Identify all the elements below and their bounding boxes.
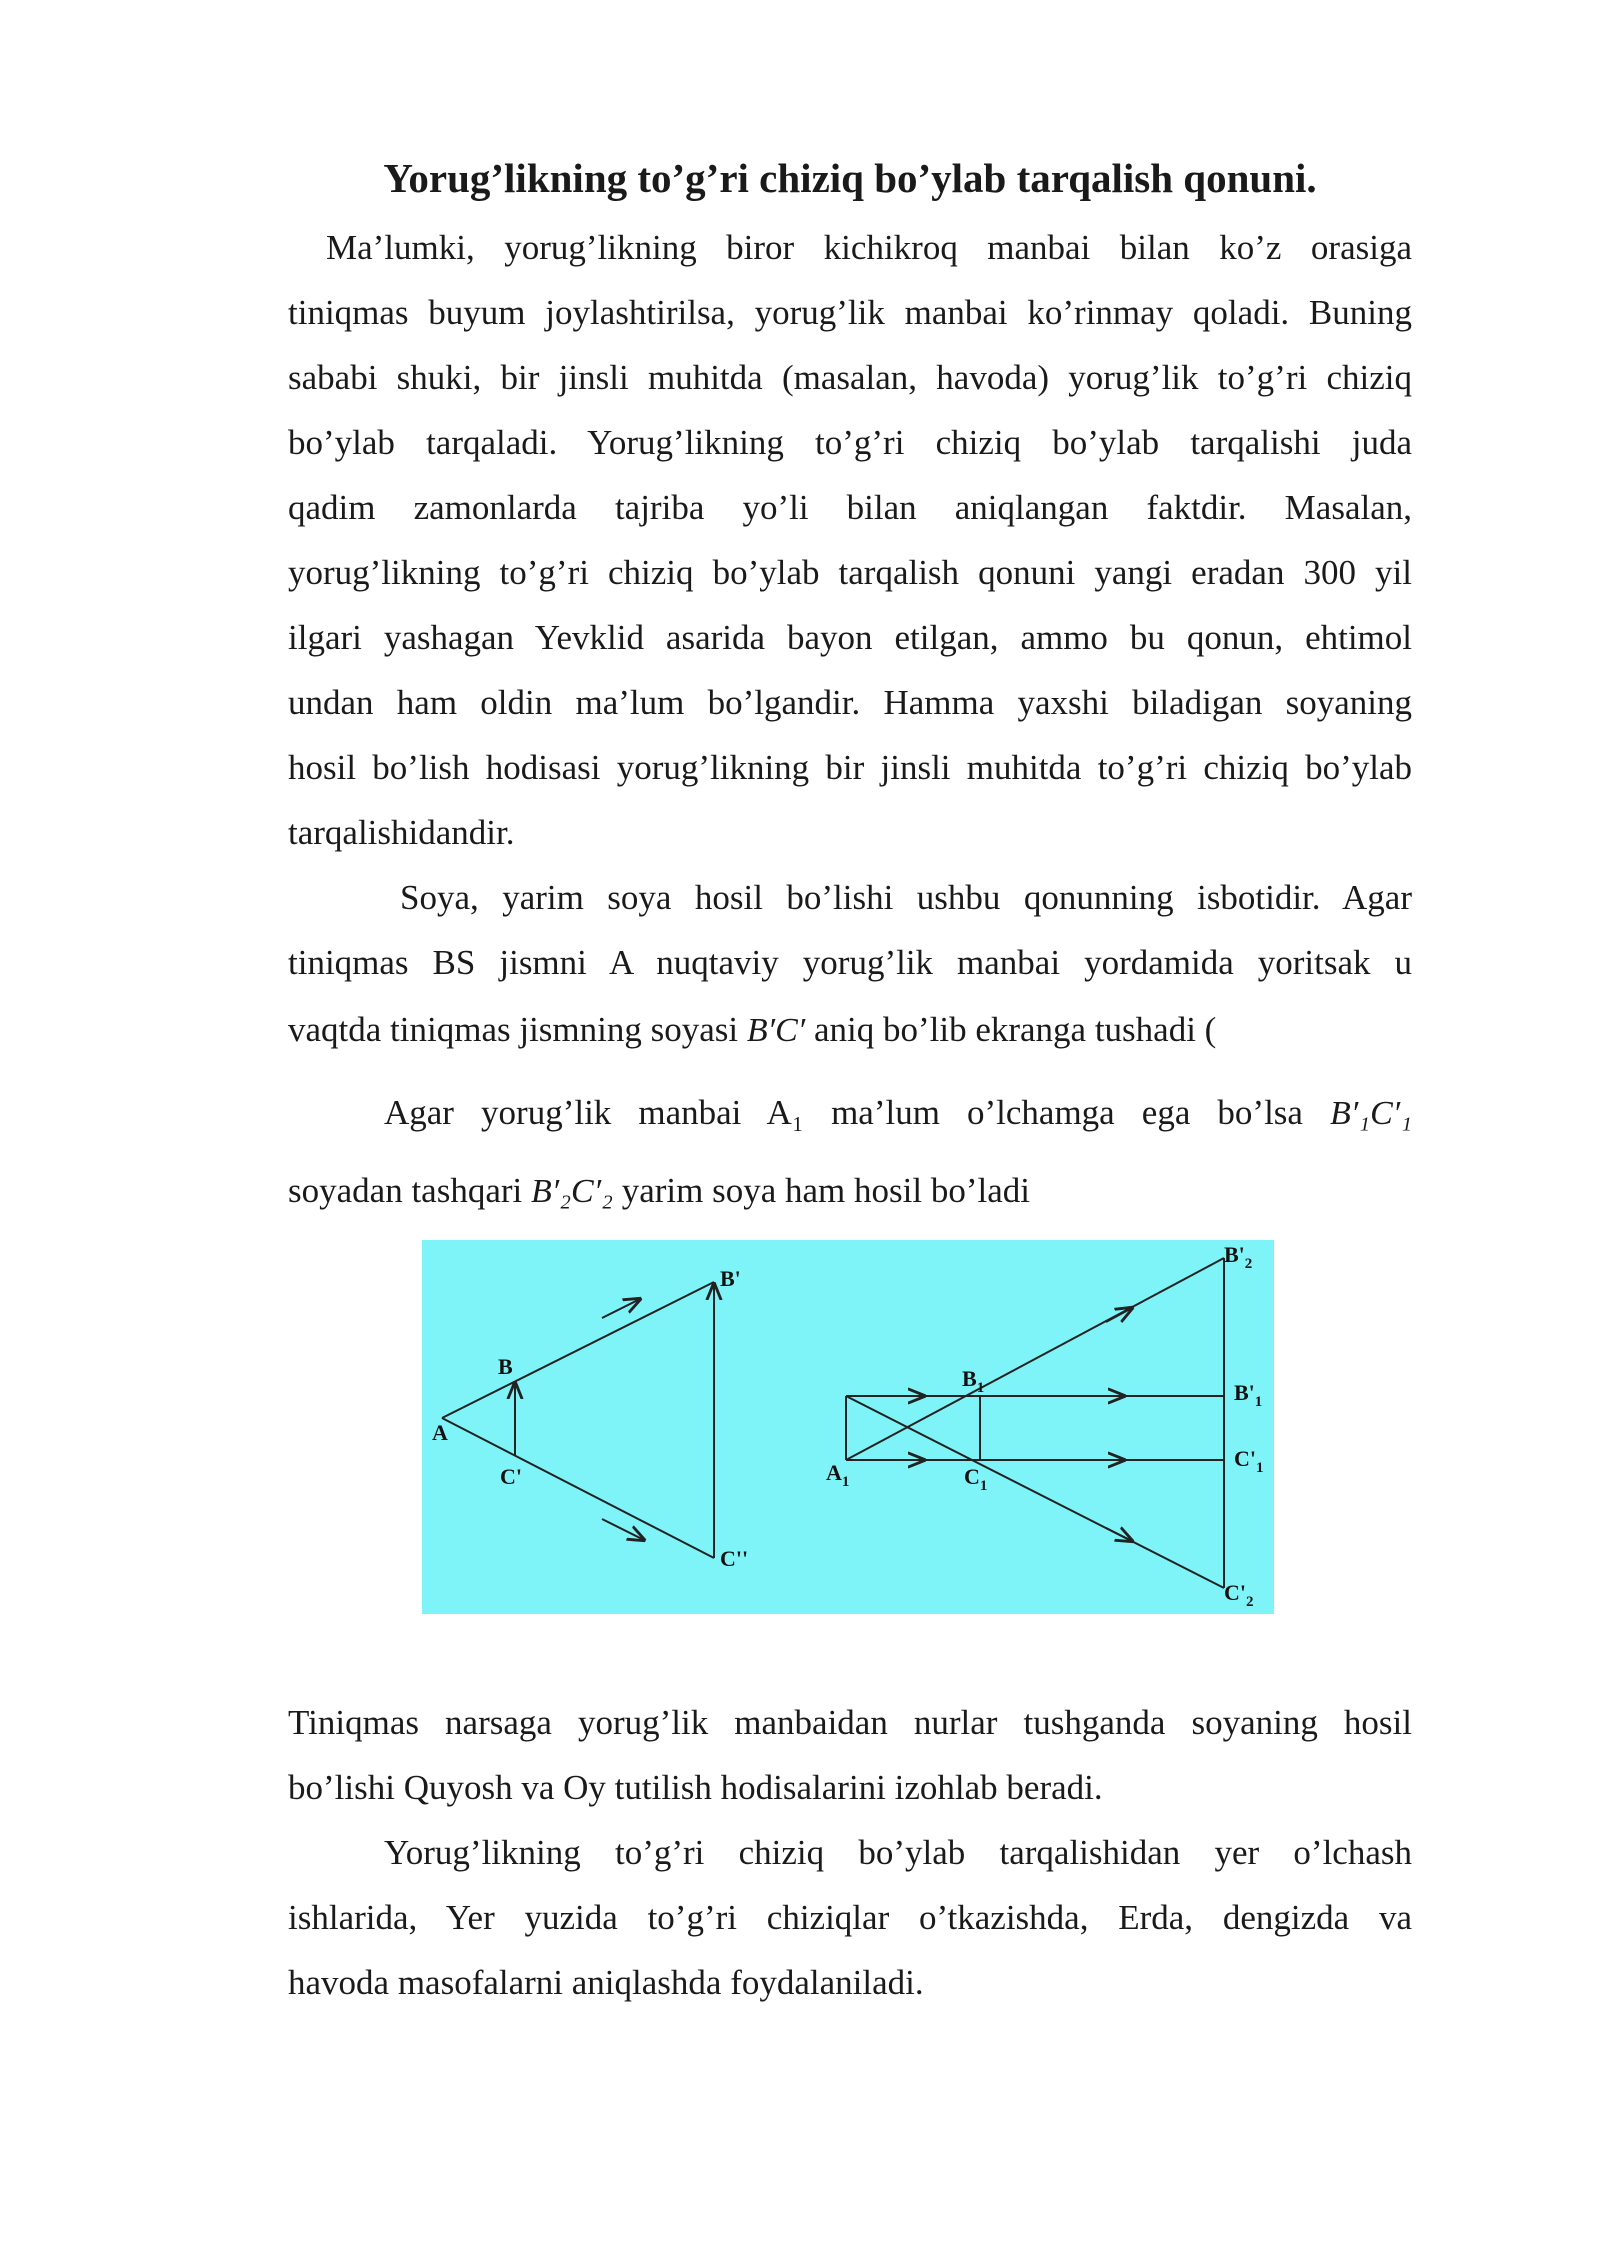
ray-to-c-prime: [442, 1418, 714, 1558]
label-c: C': [500, 1464, 522, 1489]
math-b-prime-c-prime: B′C′: [746, 1012, 806, 1049]
ray-arrow-upper: [602, 1299, 640, 1318]
text-line: [288, 1080, 1412, 1146]
text-segment: vaqtda tiniqmas jismning soyasi: [288, 1010, 739, 1049]
arrow-diag-up: [1106, 1308, 1132, 1322]
label-a1: $A_1$: [826, 1460, 850, 1490]
page-title: Yorug’likning to’g’ri chiziq bo’ylab tarqalish qonuni.: [383, 155, 1317, 201]
paragraph-penumbra: [288, 1080, 1412, 1237]
paragraph-applications: [288, 1820, 1412, 2015]
label-b1: $B_1$: [962, 1366, 985, 1396]
text-line: havoda masofalarni aniqlashda foydalaniladi.: [288, 1963, 924, 2002]
text-line: sababi shuki, bir jinsli muhitda (masalan, havoda) yorug’lik to’g’ri chiziq: [288, 358, 1412, 397]
text-line: qadim zamonlarda tajriba yo’li bilan aniqlangan faktdir. Masalan,: [288, 488, 1412, 527]
label-b-prime: B': [720, 1266, 741, 1291]
point-source-diagram: [442, 1282, 714, 1558]
ray-to-b-prime: [442, 1282, 714, 1418]
text-line: tiniqmas BS jismni A nuqtaviy yorug’lik manbai yordamida yoritsak u: [288, 943, 1412, 982]
text-line: Yorug’likning to’g’ri chiziq bo’ylab tarqalishidan yer o’lchash: [384, 1833, 1412, 1872]
label-b1-prime: $B'_1$: [1234, 1380, 1263, 1410]
math-b1-c1: B′₁C′₁: [1330, 1095, 1413, 1132]
label-c1-prime: $C'_1$: [1234, 1446, 1264, 1476]
text-line: [288, 995, 1412, 1066]
text-line: Ma’lumki, yorug’likning biror kichikroq manbai bilan ko’z orasiga: [326, 228, 1412, 267]
label-b2-prime: $B'_2$: [1224, 1242, 1253, 1272]
label-a: A: [432, 1420, 448, 1445]
shadow-diagram: [422, 1240, 1274, 1614]
text-line: [288, 1146, 1412, 1237]
shadow-diagram-figure: [422, 1240, 1274, 1614]
ray-to-c2-prime: [846, 1396, 1224, 1588]
text-line: ilgari yashagan Yevklid asarida bayon etilgan, ammo bu qonun, ehtimol: [288, 618, 1412, 657]
label-c1: $C_1$: [964, 1464, 988, 1494]
text-line: hosil bo’lish hodisasi yorug’likning bir jinsli muhitda to’g’ri chiziq bo’ylab: [288, 748, 1412, 787]
text-line: bo’lishi Quyosh va Oy tutilish hodisalarini izohlab beradi.: [288, 1768, 1103, 1807]
text-segment: soyadan tashqari: [288, 1171, 523, 1210]
text-line: Tiniqmas narsaga yorug’lik manbaidan nurlar tushganda soyaning hosil: [288, 1703, 1412, 1742]
paragraph-intro: [288, 215, 1412, 865]
label-c2-prime: $C'_2$: [1224, 1580, 1254, 1610]
text-segment: aniq bo’lib ekranga tushadi (: [813, 1010, 1217, 1049]
arrow-diag-down: [1106, 1528, 1132, 1541]
paragraph-eclipse: [288, 1690, 1412, 1820]
text-segment: yarim soya ham hosil bo’ladi: [621, 1171, 1030, 1210]
label-c-prime: C'': [720, 1546, 749, 1571]
label-b: B: [498, 1354, 513, 1379]
text-line: bo’ylab tarqaladi. Yorug’likning to’g’ri chiziq bo’ylab tarqalishi juda: [288, 423, 1412, 462]
text-line: yorug’likning to’g’ri chiziq bo’ylab tarqalish qonuni yangi eradan 300 yil: [288, 553, 1412, 592]
text-line: undan ham oldin ma’lum bo’lgandir. Hamma yaxshi biladigan soyaning: [288, 683, 1412, 722]
text-segment: Agar yorug’lik manbai A₁ ma’lum o’lchamga ega bo’lsa: [384, 1093, 1303, 1132]
text-line: Soya, yarim soya hosil bo’lishi ushbu qonunning isbotidir. Agar: [400, 878, 1412, 917]
text-line: ishlarida, Yer yuzida to’g’ri chiziqlar o’tkazishda, Erda, dengizda va: [288, 1898, 1412, 1937]
extended-source-diagram: [846, 1258, 1224, 1588]
ray-to-b2-prime: [846, 1258, 1224, 1460]
paragraph-shadow: [288, 865, 1412, 1066]
text-line: tarqalishidandir.: [288, 813, 515, 852]
math-b2-c2: B′₂C′₂: [530, 1173, 613, 1210]
text-line: tiniqmas buyum joylashtirilsa, yorug’lik manbai ko’rinmay qoladi. Buning: [288, 293, 1412, 332]
ray-arrow-lower: [602, 1519, 644, 1540]
